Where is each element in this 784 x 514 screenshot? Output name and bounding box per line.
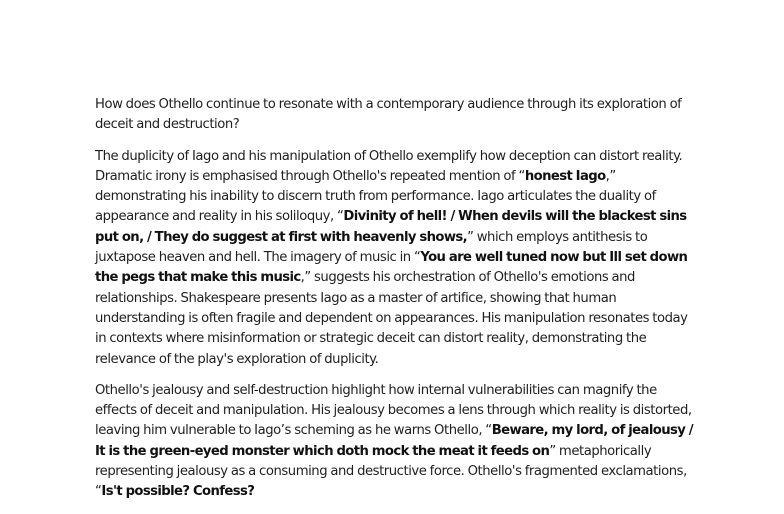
paragraph-text: ” which employs antithesis to juxtapose heaven and hell. The imagery of music in “	[95, 229, 648, 266]
paragraph-text: ” metaphorically representing jealousy as a consuming and destructive force. Othello's fragmented exclamations, “	[95, 443, 687, 500]
essay-question: How does Othello continue to resonate with a contemporary audience through its exploration of deceit and destruction?	[95, 97, 682, 133]
body-paragraph-2	[95, 381, 695, 503]
document-page	[95, 95, 695, 514]
quotation-honest-iago: honest Iago	[524, 168, 606, 184]
body-paragraph-1	[95, 147, 695, 370]
paragraph-text: ,” demonstrating his inability to discern truth from performance. Iago articulates the duality of appearance and reality in his soliloquy, “	[95, 168, 656, 225]
quotation-well-tuned: You are well tuned now but Ill set down the pegs that make this music	[95, 250, 688, 286]
quotation-divinity-of-hell: Divinity of hell! / When devils will the blackest sins put on, / They do suggest at first with heavenly shows,	[95, 209, 687, 245]
paragraph-text: ,” suggests his orchestration of Othello's emotions and relationships. Shakespeare presents Iago as a master of artifice, showing that human understanding is often fragile and dependent on appearances. His manipulation resonates today in contexts where misinformation or strategic deceit can distort reality, demonstrating the relevance of the play's exploration of duplicity.	[95, 270, 688, 367]
paragraph-text: The duplicity of Iago and his manipulation of Othello exemplify how deception can distort reality. Dramatic irony is emphasised through Othello's repeated mention of “	[95, 148, 683, 184]
quotation-green-eyed-monster: Beware, my lord, of jealousy / It is the green-eyed monster which doth mock the meat it feeds on	[95, 423, 693, 459]
paragraph-text: Othello's jealousy and self-destruction highlight how internal vulnerabilities can magnify the effects of deceit and manipulation. His jealousy becomes a lens through which reality is distorted, leaving him vulnerable to Iago’s scheming as he warns Othello, “	[95, 382, 692, 439]
quotation-ist-possible: Is't possible? Confess?	[101, 484, 255, 500]
